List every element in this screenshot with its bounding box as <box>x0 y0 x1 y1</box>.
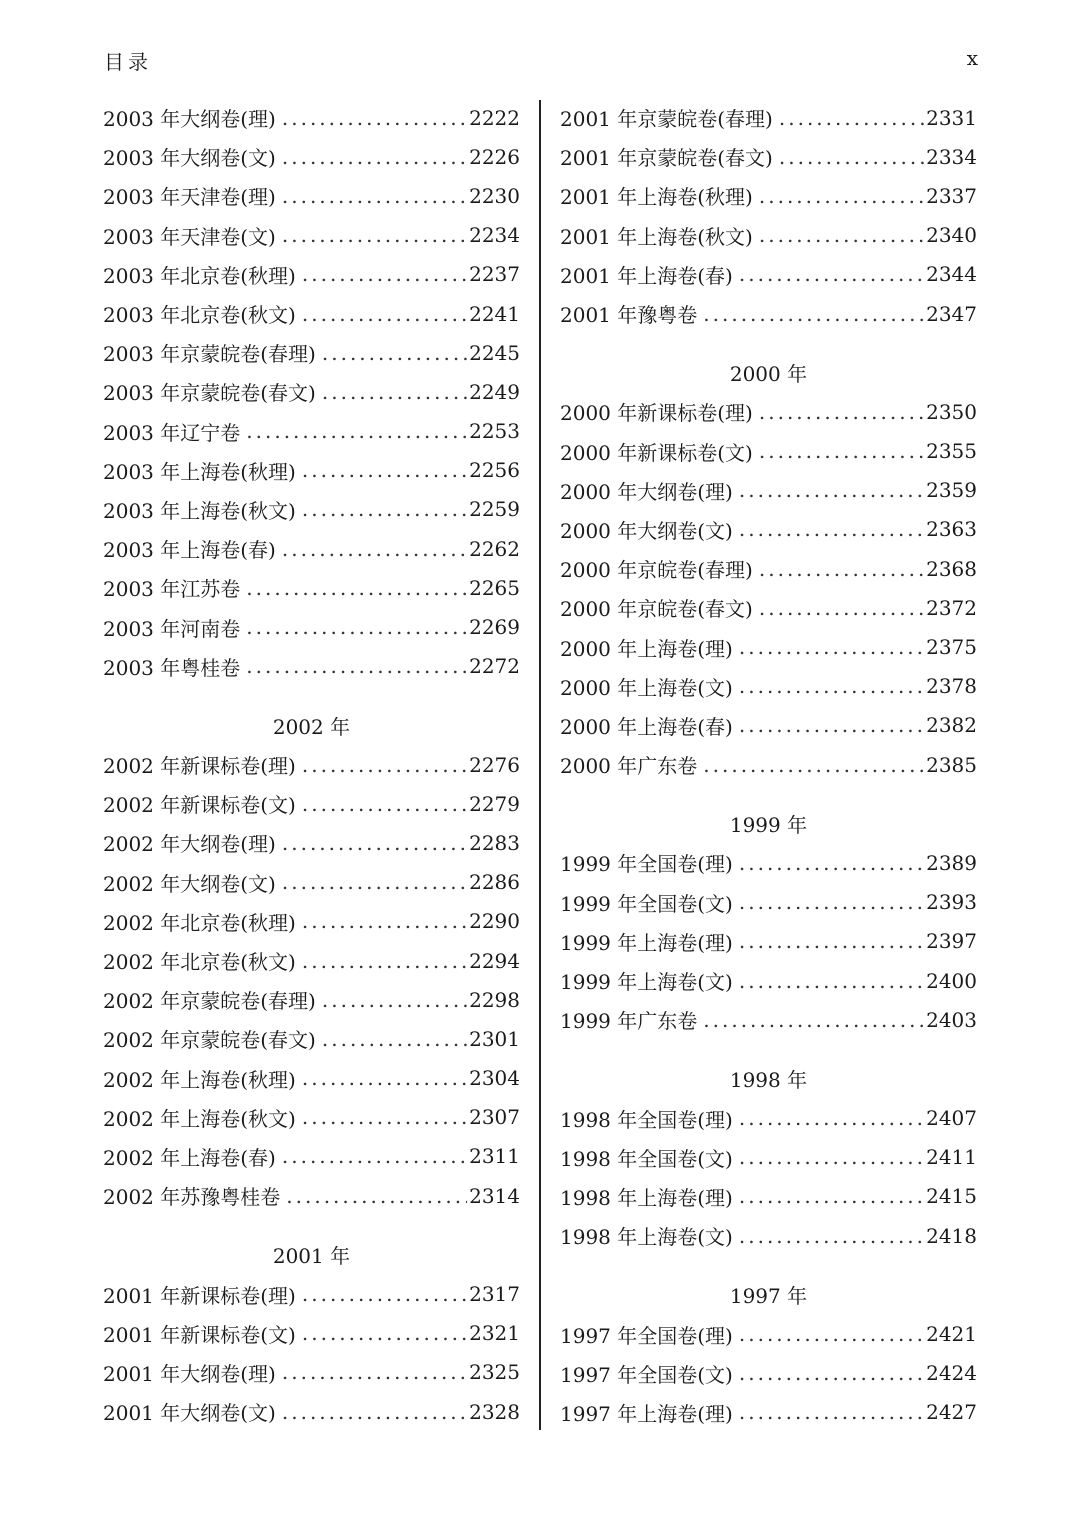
toc-entry-title: 1999 年全国卷(文) <box>560 891 733 916</box>
toc-entry-title: 2000 年大纲卷(理) <box>560 479 733 504</box>
dot-leader <box>739 1106 924 1130</box>
toc-entry[interactable] <box>103 372 520 411</box>
dot-leader <box>282 1144 467 1168</box>
toc-entry-page: 2344 <box>926 262 977 287</box>
dot-leader <box>703 302 924 326</box>
toc-entry-title: 2003 年河南卷 <box>103 616 241 641</box>
toc-entry-page: 2249 <box>469 379 520 404</box>
toc-entry-page: 2424 <box>926 1361 977 1386</box>
toc-entry[interactable] <box>560 843 977 882</box>
toc-entry[interactable] <box>103 1353 520 1392</box>
dot-leader <box>302 792 467 816</box>
toc-entry-page: 2337 <box>926 183 977 208</box>
toc-entry[interactable] <box>560 1216 977 1255</box>
column-divider <box>539 100 541 1430</box>
toc-entry-title: 2001 年京蒙皖卷(春理) <box>560 107 773 132</box>
toc-entry[interactable] <box>103 490 520 529</box>
dot-leader <box>302 302 467 326</box>
toc-entry[interactable] <box>560 392 977 431</box>
dot-leader <box>322 380 467 404</box>
toc-entry-title: 2003 年辽宁卷 <box>103 420 241 445</box>
section-heading: 1998 年 <box>729 1068 808 1093</box>
dot-leader <box>739 1184 924 1208</box>
toc-entry-page: 2368 <box>926 556 977 581</box>
toc-entry-title: 2003 年大纲卷(理) <box>103 107 276 132</box>
toc-entry-page: 2279 <box>469 791 520 816</box>
toc-entry-title: 2002 年新课标卷(文) <box>103 793 296 818</box>
toc-entry-title: 2001 年上海卷(秋文) <box>560 224 753 249</box>
toc-entry-title: 2003 年上海卷(秋理) <box>103 459 296 484</box>
dot-leader <box>302 262 467 286</box>
toc-entry-title: 2002 年上海卷(秋理) <box>103 1067 296 1092</box>
dot-leader <box>779 106 924 130</box>
toc-entry-page: 2350 <box>926 399 977 424</box>
dot-leader <box>759 400 924 424</box>
dot-leader <box>739 478 924 502</box>
dot-leader <box>282 1360 467 1384</box>
toc-entry-page: 2325 <box>469 1360 520 1385</box>
toc-entry-title: 2003 年京蒙皖卷(春理) <box>103 342 316 367</box>
toc-entry-title: 2001 年豫粤卷 <box>560 303 698 328</box>
page-number: x <box>966 46 978 70</box>
dot-leader <box>739 1400 924 1424</box>
toc-entry[interactable] <box>103 529 520 568</box>
dot-leader <box>739 890 924 914</box>
toc-entry[interactable] <box>560 1099 977 1138</box>
dot-leader <box>759 557 924 581</box>
toc-entry[interactable] <box>103 1274 520 1313</box>
dot-leader <box>282 870 467 894</box>
running-header-title: 目录 <box>104 50 152 74</box>
toc-entry[interactable] <box>560 549 977 588</box>
toc-entry-title: 1999 年全国卷(理) <box>560 852 733 877</box>
toc-entry-title: 1999 年广东卷 <box>560 1009 698 1034</box>
toc-entry-title: 2003 年上海卷(秋文) <box>103 498 296 523</box>
toc-entry-title: 2001 年上海卷(春) <box>560 263 733 288</box>
dot-leader <box>759 223 924 247</box>
dot-leader <box>739 1322 924 1346</box>
toc-entry-page: 2262 <box>469 536 520 561</box>
dot-leader <box>759 439 924 463</box>
toc-entry-page: 2403 <box>926 1007 977 1032</box>
dot-leader <box>703 1008 924 1032</box>
toc-entry[interactable] <box>103 647 520 686</box>
toc-entry-page: 2259 <box>469 497 520 522</box>
toc-entry-page: 2311 <box>469 1144 520 1169</box>
toc-entry-title: 2003 年天津卷(文) <box>103 224 276 249</box>
toc-entry[interactable] <box>560 667 977 706</box>
toc-entry[interactable] <box>560 745 977 784</box>
toc-entry[interactable] <box>560 706 977 745</box>
toc-entry[interactable] <box>560 1393 977 1432</box>
dot-leader <box>282 106 467 130</box>
toc-entry[interactable] <box>103 1392 520 1431</box>
dot-leader <box>739 517 924 541</box>
toc-entry[interactable] <box>560 176 977 215</box>
toc-entry-title: 2002 年上海卷(秋文) <box>103 1106 296 1131</box>
dot-leader <box>322 1027 467 1051</box>
toc-entry-page: 2265 <box>469 575 520 600</box>
toc-entry-title: 2000 年广东卷 <box>560 754 698 779</box>
toc-entry[interactable] <box>103 1019 520 1058</box>
toc-entry-title: 2003 年北京卷(秋文) <box>103 303 296 328</box>
dot-leader <box>282 537 467 561</box>
toc-entry-title: 2000 年京皖卷(春文) <box>560 597 753 622</box>
toc-entry-page: 2421 <box>926 1322 977 1347</box>
toc-entry-title: 1997 年全国卷(文) <box>560 1362 733 1387</box>
toc-entry-page: 2298 <box>469 987 520 1012</box>
toc-entry-title: 1998 年上海卷(文) <box>560 1225 733 1250</box>
toc-entry[interactable] <box>560 922 977 961</box>
dot-leader <box>246 615 467 639</box>
dot-leader <box>739 635 924 659</box>
dot-leader <box>739 262 924 286</box>
toc-entry[interactable] <box>103 412 520 451</box>
toc-entry-page: 2230 <box>469 183 520 208</box>
toc-entry-title: 2003 年天津卷(理) <box>103 185 276 210</box>
dot-leader <box>759 184 924 208</box>
toc-entry[interactable] <box>103 255 520 294</box>
dot-leader <box>246 419 467 443</box>
toc-entry[interactable] <box>103 745 520 784</box>
toc-entry-page: 2237 <box>469 262 520 287</box>
toc-entry[interactable] <box>560 137 977 176</box>
toc-entry-page: 2347 <box>926 301 977 326</box>
toc-entry-title: 2002 年北京卷(秋理) <box>103 910 296 935</box>
toc-entry-title: 2001 年新课标卷(文) <box>103 1322 296 1347</box>
toc-entry-title: 2000 年新课标卷(文) <box>560 440 753 465</box>
toc-entry-title: 2002 年苏豫粤桂卷 <box>103 1185 281 1210</box>
toc-entry[interactable] <box>103 294 520 333</box>
toc-entry-title: 1997 年上海卷(理) <box>560 1401 733 1426</box>
dot-leader <box>302 909 467 933</box>
toc-entry-page: 2290 <box>469 909 520 934</box>
toc-entry[interactable] <box>103 784 520 823</box>
toc-entry-page: 2283 <box>469 830 520 855</box>
dot-leader <box>302 1105 467 1129</box>
toc-entry-title: 2003 年上海卷(春) <box>103 538 276 563</box>
toc-entry[interactable] <box>103 568 520 607</box>
toc-entry-page: 2286 <box>469 870 520 895</box>
toc-entry[interactable] <box>560 255 977 294</box>
section-heading: 1999 年 <box>729 813 808 838</box>
toc-entry[interactable] <box>560 1138 977 1177</box>
toc-entry-title: 1999 年上海卷(文) <box>560 970 733 995</box>
toc-entry-title: 2002 年北京卷(秋文) <box>103 950 296 975</box>
toc-entry[interactable] <box>560 294 977 333</box>
toc-entry-page: 2397 <box>926 929 977 954</box>
toc-entry-title: 2000 年上海卷(春) <box>560 714 733 739</box>
toc-entry-page: 2253 <box>469 419 520 444</box>
toc-entry-page: 2307 <box>469 1105 520 1130</box>
toc-entry[interactable] <box>560 98 977 137</box>
toc-entry[interactable] <box>560 1000 977 1039</box>
toc-entry-title: 2001 年大纲卷(理) <box>103 1361 276 1386</box>
toc-entry-page: 2427 <box>926 1400 977 1425</box>
toc-entry-page: 2269 <box>469 615 520 640</box>
toc-entry-title: 2001 年新课标卷(理) <box>103 1283 296 1308</box>
toc-entry[interactable] <box>103 98 520 137</box>
toc-entry-page: 2334 <box>926 144 977 169</box>
toc-entry-title: 2003 年江苏卷 <box>103 577 241 602</box>
toc-entry[interactable] <box>103 451 520 490</box>
toc-entry-title: 2000 年上海卷(理) <box>560 636 733 661</box>
toc-entry-page: 2226 <box>469 144 520 169</box>
dot-leader <box>302 753 467 777</box>
toc-entry-title: 1997 年全国卷(理) <box>560 1323 733 1348</box>
toc-entry-page: 2321 <box>469 1321 520 1346</box>
toc-entry-title: 2000 年上海卷(文) <box>560 675 733 700</box>
toc-entry-title: 2002 年上海卷(春) <box>103 1145 276 1170</box>
toc-entry-page: 2415 <box>926 1184 977 1209</box>
dot-leader <box>302 1066 467 1090</box>
dot-leader <box>246 576 467 600</box>
toc-entry-title: 2002 年京蒙皖卷(春理) <box>103 989 316 1014</box>
toc-entry-page: 2234 <box>469 223 520 248</box>
toc-entry[interactable] <box>103 607 520 646</box>
toc-entry-title: 2003 年大纲卷(文) <box>103 146 276 171</box>
toc-entry[interactable] <box>103 902 520 941</box>
dot-leader <box>302 949 467 973</box>
toc-entry-page: 2400 <box>926 968 977 993</box>
toc-entry-page: 2331 <box>926 105 977 130</box>
toc-entry-title: 2000 年大纲卷(文) <box>560 518 733 543</box>
toc-entry-title: 2002 年大纲卷(文) <box>103 871 276 896</box>
dot-leader <box>739 1361 924 1385</box>
toc-entry[interactable] <box>103 137 520 176</box>
dot-leader <box>779 145 924 169</box>
toc-entry[interactable] <box>103 823 520 862</box>
dot-leader <box>739 969 924 993</box>
dot-leader <box>302 1321 467 1345</box>
dot-leader <box>282 1400 467 1424</box>
toc-entry[interactable] <box>103 216 520 255</box>
section-heading: 2000 年 <box>729 362 808 387</box>
toc-entry[interactable] <box>103 1059 520 1098</box>
toc-entry-title: 1998 年全国卷(理) <box>560 1107 733 1132</box>
toc-entry[interactable] <box>560 588 977 627</box>
dot-leader <box>739 1224 924 1248</box>
toc-entry[interactable] <box>560 432 977 471</box>
toc-entry-page: 2375 <box>926 635 977 660</box>
dot-leader <box>322 988 467 1012</box>
toc-right-column <box>560 98 977 1432</box>
toc-entry[interactable] <box>560 961 977 1000</box>
toc-entry-page: 2389 <box>926 850 977 875</box>
toc-entry-title: 2001 年大纲卷(文) <box>103 1401 276 1426</box>
dot-leader <box>286 1184 467 1208</box>
toc-entry[interactable] <box>103 1176 520 1215</box>
toc-entry-page: 2256 <box>469 458 520 483</box>
section-heading: 2002 年 <box>272 714 351 739</box>
toc-entry-page: 2393 <box>926 890 977 915</box>
toc-entry-page: 2372 <box>926 595 977 620</box>
toc-entry-page: 2276 <box>469 752 520 777</box>
toc-entry-page: 2304 <box>469 1066 520 1091</box>
dot-leader <box>282 223 467 247</box>
toc-entry-page: 2407 <box>926 1106 977 1131</box>
dot-leader <box>739 1145 924 1169</box>
toc-entry-title: 2003 年北京卷(秋理) <box>103 263 296 288</box>
toc-entry-page: 2359 <box>926 478 977 503</box>
toc-entry-title: 2000 年京皖卷(春理) <box>560 558 753 583</box>
toc-entry-title: 2001 年上海卷(秋理) <box>560 185 753 210</box>
toc-entry-title: 2002 年大纲卷(理) <box>103 832 276 857</box>
toc-entry-title: 2003 年粤桂卷 <box>103 655 241 680</box>
section-heading: 2001 年 <box>272 1244 351 1269</box>
dot-leader <box>302 497 467 521</box>
toc-left-column <box>103 98 520 1431</box>
toc-entry[interactable] <box>103 863 520 902</box>
toc-entry[interactable] <box>560 216 977 255</box>
toc-entry-page: 2241 <box>469 301 520 326</box>
section-heading: 1997 年 <box>729 1284 808 1309</box>
toc-entry-page: 2340 <box>926 223 977 248</box>
toc-entry[interactable] <box>103 176 520 215</box>
dot-leader <box>302 1282 467 1306</box>
toc-entry-page: 2222 <box>469 105 520 130</box>
toc-entry-page: 2301 <box>469 1026 520 1051</box>
toc-entry-page: 2317 <box>469 1282 520 1307</box>
toc-entry-title: 1998 年全国卷(文) <box>560 1146 733 1171</box>
toc-entry-page: 2355 <box>926 439 977 464</box>
toc-entry[interactable] <box>560 510 977 549</box>
toc-entry[interactable] <box>103 333 520 372</box>
toc-entry[interactable] <box>560 1314 977 1353</box>
dot-leader <box>739 674 924 698</box>
dot-leader <box>282 184 467 208</box>
toc-entry-title: 2002 年京蒙皖卷(春文) <box>103 1028 316 1053</box>
toc-entry-title: 1999 年上海卷(理) <box>560 930 733 955</box>
toc-entry-title: 2002 年新课标卷(理) <box>103 754 296 779</box>
toc-entry[interactable] <box>103 1137 520 1176</box>
dot-leader <box>739 929 924 953</box>
dot-leader <box>302 458 467 482</box>
toc-entry[interactable] <box>560 1177 977 1216</box>
toc-entry-page: 2382 <box>926 713 977 738</box>
toc-entry-title: 1998 年上海卷(理) <box>560 1185 733 1210</box>
toc-entry-title: 2001 年京蒙皖卷(春文) <box>560 146 773 171</box>
toc-entry[interactable] <box>560 471 977 510</box>
toc-entry-page: 2272 <box>469 654 520 679</box>
toc-entry[interactable] <box>103 980 520 1019</box>
toc-entry-page: 2418 <box>926 1223 977 1248</box>
dot-leader <box>322 341 467 365</box>
toc-entry-title: 2003 年京蒙皖卷(春文) <box>103 381 316 406</box>
dot-leader <box>282 145 467 169</box>
dot-leader <box>759 596 924 620</box>
toc-entry[interactable] <box>560 1354 977 1393</box>
dot-leader <box>739 851 924 875</box>
toc-entry-title: 2000 年新课标卷(理) <box>560 401 753 426</box>
toc-entry[interactable] <box>103 1098 520 1137</box>
dot-leader <box>282 831 467 855</box>
toc-entry-page: 2314 <box>469 1183 520 1208</box>
dot-leader <box>739 713 924 737</box>
dot-leader <box>246 654 467 678</box>
toc-entry-page: 2294 <box>469 948 520 973</box>
toc-entry-page: 2328 <box>469 1399 520 1424</box>
toc-entry-page: 2385 <box>926 752 977 777</box>
dot-leader <box>703 753 924 777</box>
toc-entry[interactable] <box>560 627 977 666</box>
toc-entry-page: 2245 <box>469 340 520 365</box>
toc-entry[interactable] <box>103 1314 520 1353</box>
toc-entry-page: 2378 <box>926 674 977 699</box>
toc-entry-page: 2363 <box>926 517 977 542</box>
toc-entry-page: 2411 <box>926 1145 977 1170</box>
toc-entry[interactable] <box>103 941 520 980</box>
toc-entry[interactable] <box>560 883 977 922</box>
